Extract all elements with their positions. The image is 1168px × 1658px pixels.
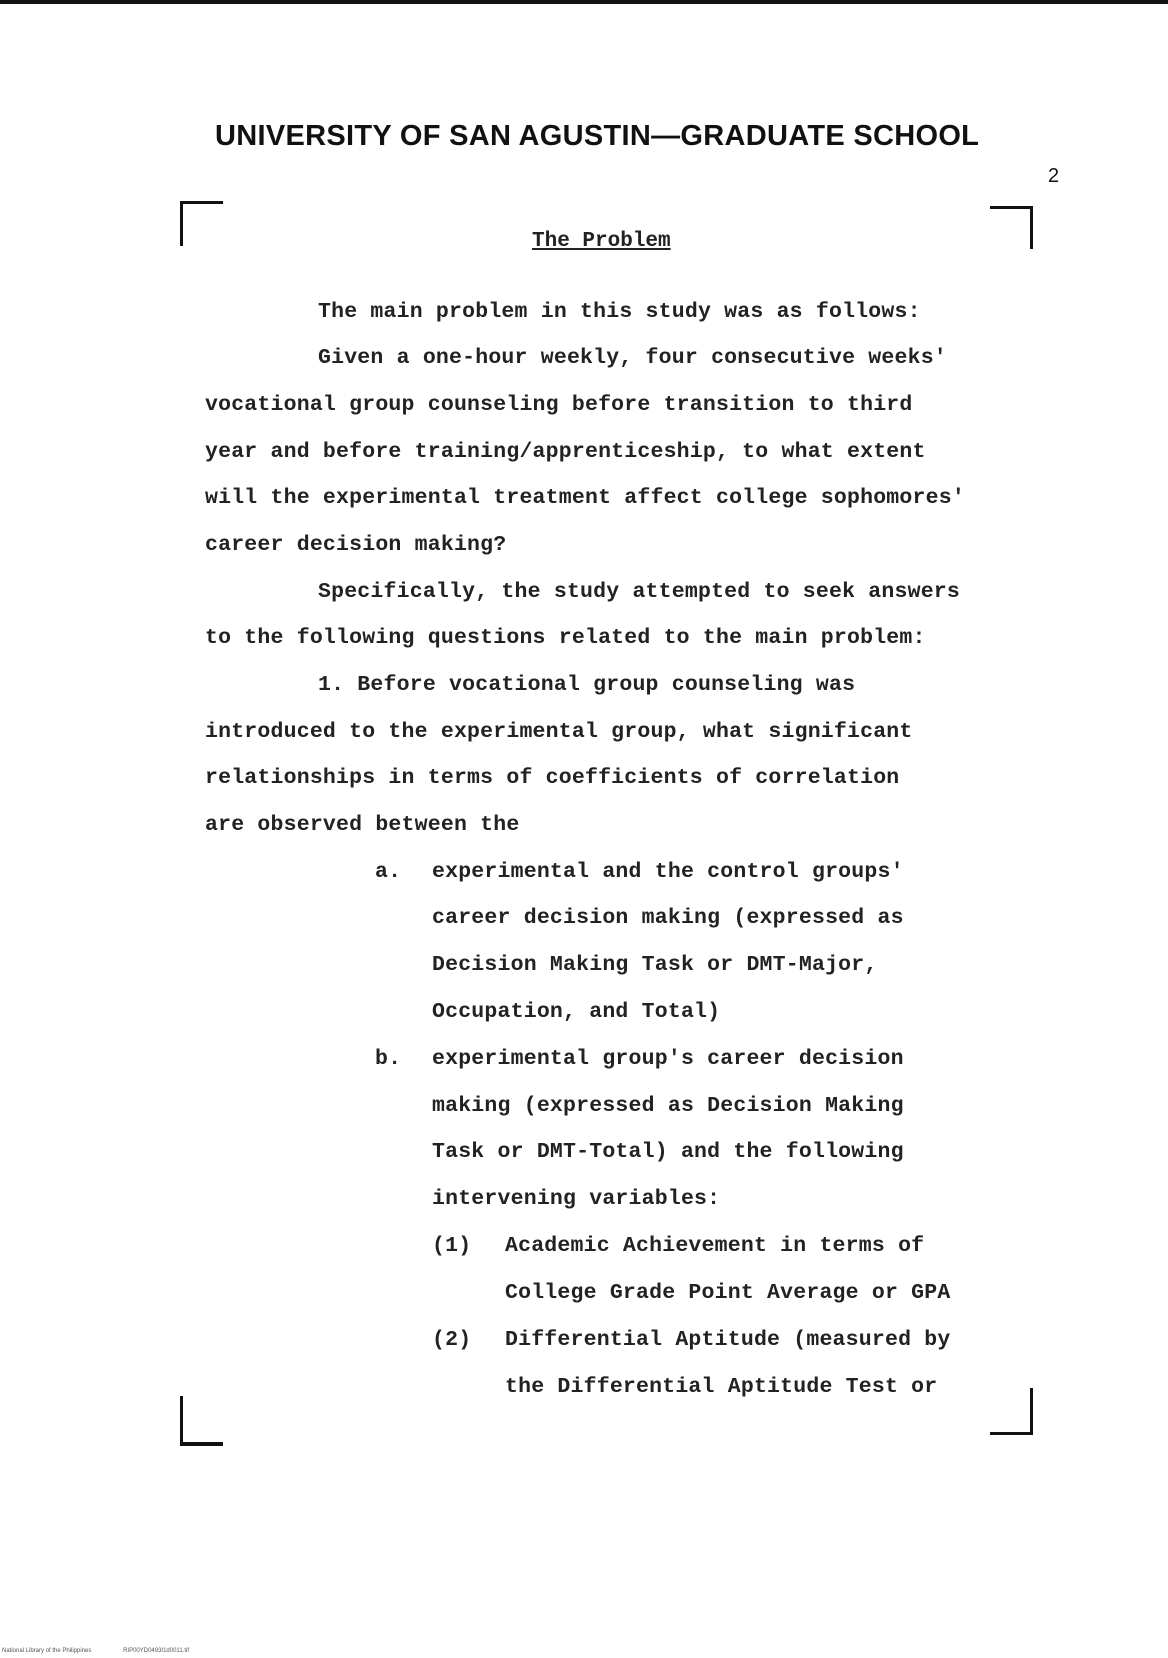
section-title: The Problem [532, 230, 671, 253]
text-line: Differential Aptitude (measured by [505, 1328, 951, 1352]
text-line: making (expressed as Decision Making [432, 1094, 904, 1118]
text-line: are observed between the [205, 813, 520, 837]
top-border-line [0, 0, 1168, 4]
text-line: Given a one-hour weekly, four consecutive weeks' [318, 346, 947, 370]
text-line: the Differential Aptitude Test or [505, 1375, 938, 1399]
text-line: career decision making? [205, 533, 507, 557]
scan-footer [2, 1648, 219, 1654]
text-line: Task or DMT-Total) and the following [432, 1140, 904, 1164]
subitem-1-marker: (1) [432, 1234, 472, 1258]
subitem-2-marker: (2) [432, 1328, 472, 1352]
crop-mark-bottom-left [180, 1396, 223, 1446]
footer-library: National Library of the Philippines [2, 1648, 92, 1654]
text-line: experimental group's career decision [432, 1047, 904, 1071]
crop-mark-top-left [180, 201, 223, 246]
text-line: relationships in terms of coefficients of correlation [205, 766, 900, 790]
item-a-marker: a. [375, 860, 402, 884]
text-line: year and before training/apprenticeship, to what extent [205, 440, 926, 464]
crop-mark-bottom-right [990, 1388, 1033, 1435]
question-1-line: 1. Before vocational group counseling was [318, 673, 856, 697]
text-line: Specifically, the study attempted to seek answers [318, 580, 961, 604]
text-line: to the following questions related to the main problem: [205, 626, 926, 650]
item-b-marker: b. [375, 1047, 402, 1071]
institution-header: UNIVERSITY OF SAN AGUSTIN—GRADUATE SCHOOL [215, 120, 980, 152]
text-line: Decision Making Task or DMT-Major, [432, 953, 878, 977]
crop-mark-top-right [990, 206, 1033, 249]
text-line: introduced to the experimental group, what significant [205, 720, 913, 744]
footer-file: RIP00YD0493I1d0011.tif [123, 1648, 189, 1654]
text-line: The main problem in this study was as follows: [318, 300, 921, 324]
text-line: vocational group counseling before transition to third [205, 393, 913, 417]
text-line: career decision making (expressed as [432, 906, 904, 930]
text-line: experimental and the control groups' [432, 860, 904, 884]
text-line: intervening variables: [432, 1187, 721, 1211]
text-line: College Grade Point Average or GPA [505, 1281, 951, 1305]
page-number: 2 [1048, 165, 1060, 187]
text-line: will the experimental treatment affect college sophomores' [205, 486, 965, 510]
text-line: Occupation, and Total) [432, 1000, 721, 1024]
text-line: Academic Achievement in terms of [505, 1234, 925, 1258]
